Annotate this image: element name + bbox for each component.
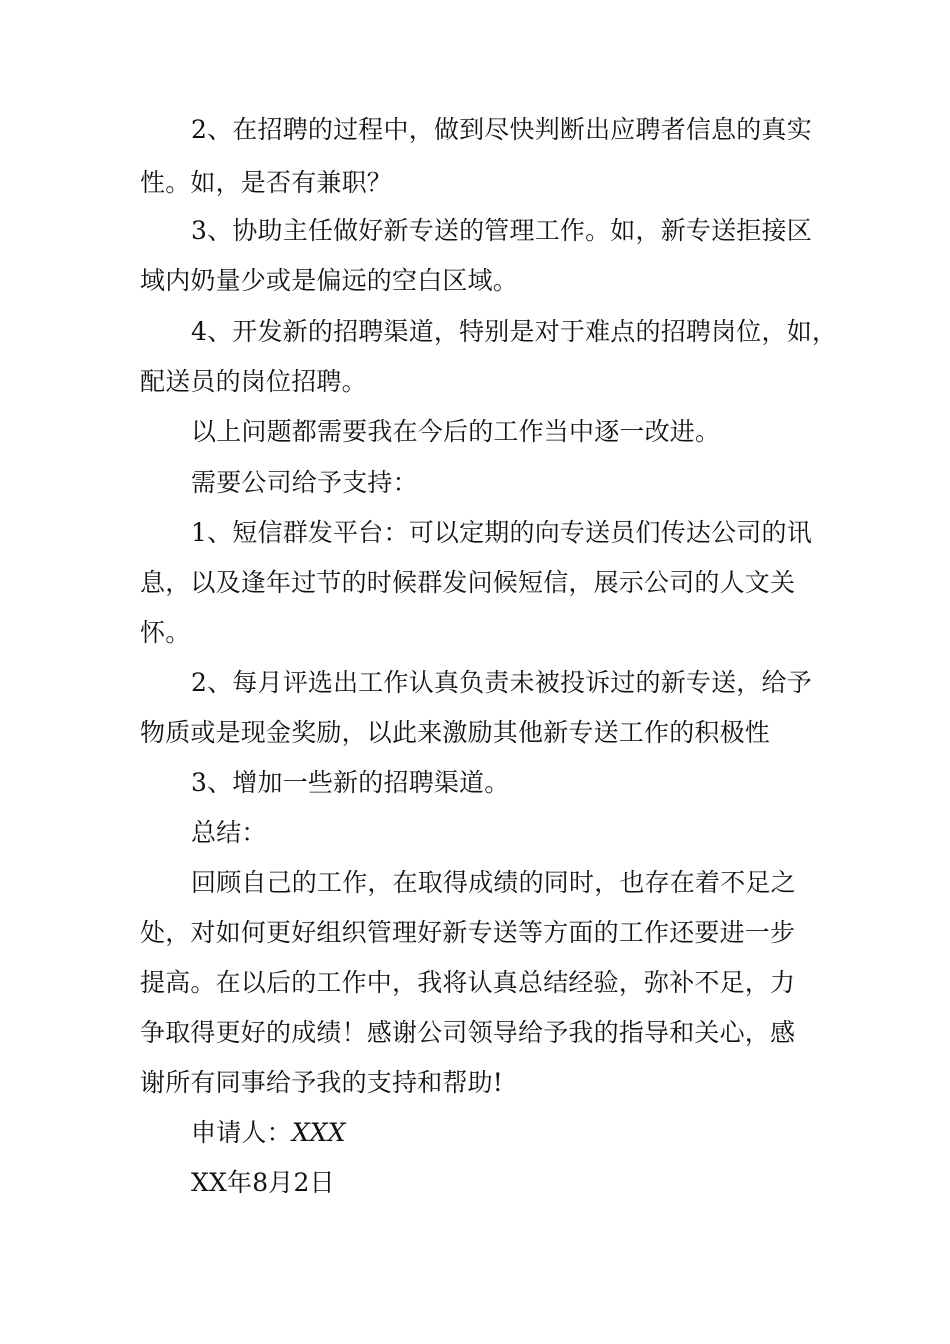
paragraph-line: 回顾自己的工作，在取得成绩的同时，也存在着不足之 xyxy=(191,868,796,897)
paragraph-line: 4、开发新的招聘渠道，特别是对于难点的招聘岗位，如， xyxy=(191,317,838,346)
paragraph-line: 物质或是现金奖励，以此来激励其他新专送工作的积极性 xyxy=(140,718,771,747)
paragraph-line: 3、协助主任做好新专送的管理工作。如，新专送拒接区 xyxy=(191,216,812,245)
paragraph-line: 域内奶量少或是偏远的空白区域。 xyxy=(140,266,519,295)
section-heading: 总结： xyxy=(191,818,267,847)
paragraph-line: 以上问题都需要我在今后的工作当中逐一改进。 xyxy=(191,417,721,446)
paragraph-line: 息，以及逢年过节的时候群发问候短信，展示公司的人文关 xyxy=(140,568,796,597)
section-heading: 需要公司给予支持： xyxy=(191,468,418,497)
applicant-label: 申请人： xyxy=(191,1118,292,1147)
paragraph-line: 3、增加一些新的招聘渠道。 xyxy=(191,768,510,797)
paragraph-line: 争取得更好的成绩！感谢公司领导给予我的指导和关心，感 xyxy=(140,1018,796,1047)
paragraph-line: 谢所有同事给予我的支持和帮助! xyxy=(140,1068,504,1097)
paragraph-line: 1、短信群发平台：可以定期的向专送员们传达公司的讯 xyxy=(191,518,812,547)
paragraph-line: 提高。在以后的工作中，我将认真总结经验，弥补不足，力 xyxy=(140,968,796,997)
paragraph-line: 2、在招聘的过程中，做到尽快判断出应聘者信息的真实 xyxy=(191,115,812,144)
applicant-name: XXX xyxy=(291,1118,346,1147)
paragraph-line: 性。如，是否有兼职？ xyxy=(140,168,393,197)
paragraph-line: 2、每月评选出工作认真负责未被投诉过的新专送，给予 xyxy=(191,668,812,697)
paragraph-line: 配送员的岗位招聘。 xyxy=(140,367,367,396)
paragraph-line: 怀。 xyxy=(140,618,191,647)
paragraph-line: 处，对如何更好组织管理好新专送等方面的工作还要进一步 xyxy=(140,918,796,947)
applicant-line xyxy=(191,1113,346,1153)
date-line: XX年8月2日 xyxy=(191,1168,335,1197)
